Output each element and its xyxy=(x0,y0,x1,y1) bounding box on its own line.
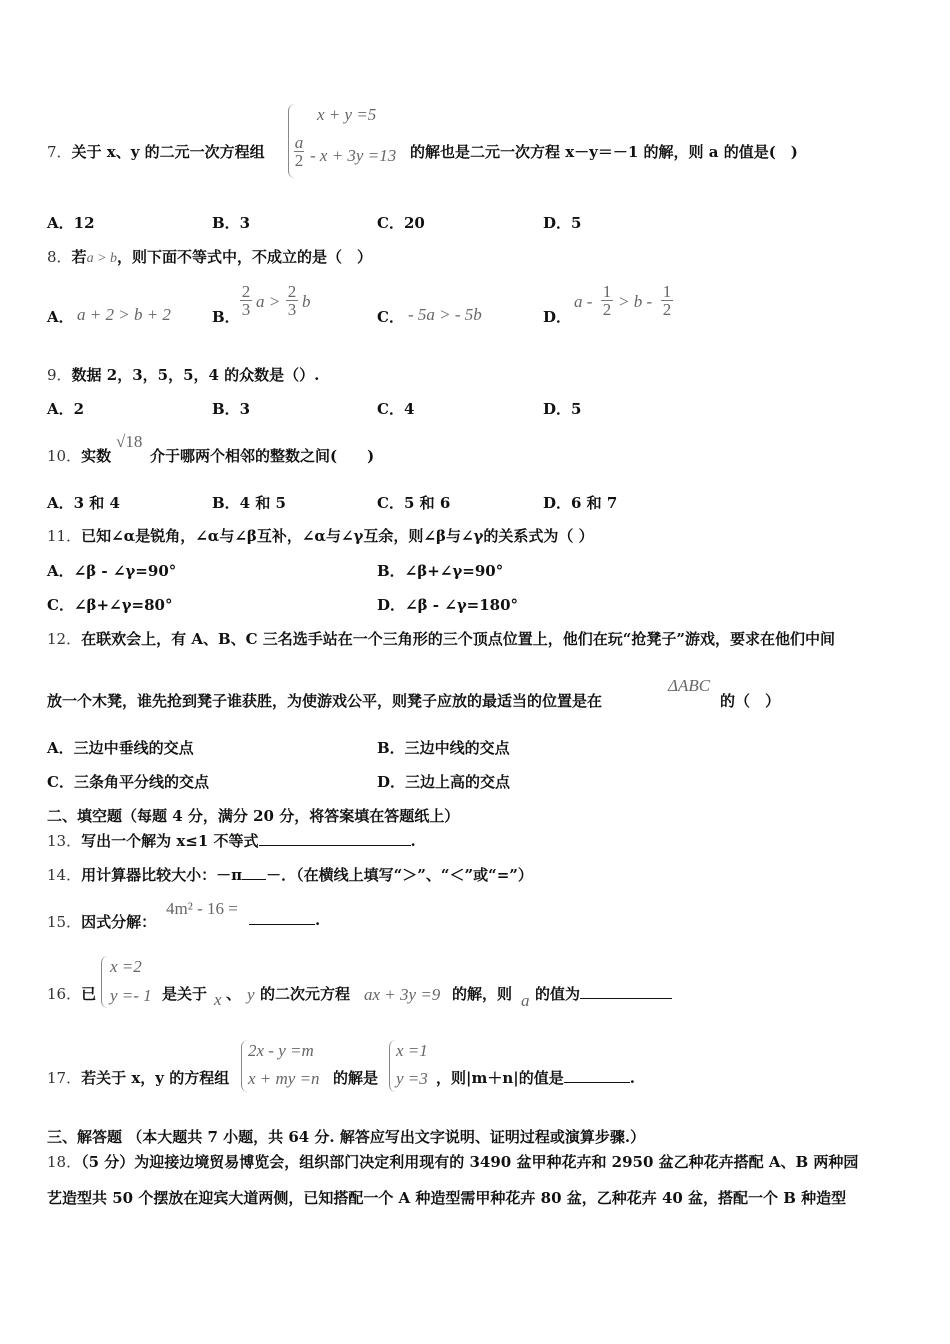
q10-suffix: 介于哪两个相邻的整数之间( ) xyxy=(150,447,375,465)
question-number: 14． xyxy=(47,866,82,884)
q17-sys1: 2x - y =m xyxy=(248,1041,314,1060)
q16-mid3: 的解，则 xyxy=(452,985,513,1003)
q16-eq2: y =- 1 xyxy=(110,986,152,1005)
option-a[interactable]: A．三边中垂线的交点 xyxy=(47,739,194,757)
q7-eq2: - x + 3y =13 xyxy=(310,146,397,165)
option-a[interactable]: A．∠β - ∠γ=90° xyxy=(47,562,177,580)
q17-sol1: x =1 xyxy=(396,1041,428,1060)
option-a[interactable]: A．3 和 4 xyxy=(47,494,120,512)
question-number: 12． xyxy=(47,630,82,648)
q7-frac: a 2 xyxy=(294,133,304,170)
question-number: 13． xyxy=(47,832,82,850)
option-d[interactable]: D．三边上高的交点 xyxy=(377,773,511,791)
question-number: 15． xyxy=(47,913,82,931)
option-d-frac2: 1 2 xyxy=(662,282,672,319)
option-c-expr[interactable]: - 5a > - 5b xyxy=(408,305,482,324)
var-a: a xyxy=(521,991,530,1010)
question-14 xyxy=(47,864,533,885)
q7-eq1: x + y =5 xyxy=(317,105,377,124)
option-a[interactable]: A．12 xyxy=(47,214,95,232)
q7-prefix: 关于 x、y 的二元一次方程组 xyxy=(71,143,265,161)
separator: 、 xyxy=(226,985,242,1003)
answer-blank[interactable] xyxy=(259,845,411,846)
q18-line1: （5 分）为迎接边境贸易博览会，组织部门决定利用现有的 3490 盆甲种花卉和 2950 盆乙种花卉搭配 A、B 两种园 xyxy=(81,1153,859,1171)
question-number: 18． xyxy=(47,1153,82,1171)
answer-blank[interactable] xyxy=(564,1082,630,1083)
option-d-label[interactable]: D． xyxy=(543,308,572,326)
period: . xyxy=(315,911,321,929)
q16-suffix: 的值为 xyxy=(535,985,581,1003)
option-c[interactable]: C．5 和 6 xyxy=(377,494,451,512)
section-3-title: 三、解答题 （本大题共 7 小题，共 64 分. 解答应写出文字说明、证明过程或演算步骤.） xyxy=(47,1128,646,1146)
answer-blank[interactable] xyxy=(242,879,266,880)
q17-sys2: x + my =n xyxy=(248,1069,320,1088)
q12-line1: 在联欢会上，有 A、B、C 三名选手站在一个三角形的三个顶点位置上，他们在玩“抢凳子”游戏，要求在他们中间 xyxy=(81,630,836,648)
brace-icon xyxy=(389,1040,396,1092)
option-c[interactable]: C．∠β+∠γ=80° xyxy=(47,596,173,614)
option-d-mid: > b - xyxy=(618,292,653,311)
var-x: x xyxy=(214,990,222,1009)
option-a[interactable]: A．2 xyxy=(47,400,85,418)
triangle-abc: ΔABC xyxy=(668,676,711,695)
q18-line2: 艺造型共 50 个摆放在迎宾大道两侧，已知搭配一个 A 种造型需甲种花卉 80 盆，乙种花卉 40 盆，搭配一个 B 种造型 xyxy=(47,1189,847,1207)
q14-text: 用计算器比较大小：－π xyxy=(81,866,243,884)
question-number: 10． xyxy=(47,447,82,465)
q12-line2-suffix: 的（ ） xyxy=(720,692,781,710)
question-number: 16． xyxy=(47,985,82,1003)
option-b-mid: a > xyxy=(256,292,281,311)
option-d-frac1: 1 2 xyxy=(602,282,612,319)
q16-mid1: 是关于 xyxy=(162,985,208,1003)
q14-after: －．（在横线上填写“＞”、“＜”或“=”） xyxy=(266,866,533,884)
option-d[interactable]: D．∠β - ∠γ=180° xyxy=(377,596,519,614)
answer-blank[interactable] xyxy=(249,924,315,925)
option-c[interactable]: C．20 xyxy=(377,214,425,232)
period: . xyxy=(629,1069,635,1087)
q16-equation: ax + 3y =9 xyxy=(364,985,441,1004)
question-number: 11． xyxy=(47,527,82,545)
option-b[interactable]: B．3 xyxy=(212,214,251,232)
q11-text: 已知∠α是锐角，∠α与∠β互补，∠α与∠γ互余，则∠β与∠γ的关系式为（ ） xyxy=(81,527,594,545)
question-13 xyxy=(47,830,416,851)
option-b[interactable]: B．4 和 5 xyxy=(212,494,286,512)
q17-mid: 的解是 xyxy=(333,1069,379,1087)
question-number: 8． xyxy=(47,248,72,266)
option-b[interactable]: B．三边中线的交点 xyxy=(377,739,510,757)
brace-icon xyxy=(241,1040,248,1092)
q12-line2-prefix: 放一个木凳，谁先抢到凳子谁获胜，为使游戏公平，则凳子应放的最适当的位置是在 xyxy=(47,692,603,710)
q8-condition: a > b xyxy=(86,251,118,266)
option-b[interactable]: B．3 xyxy=(212,400,251,418)
option-a-expr[interactable]: a + 2 > b + 2 xyxy=(77,305,171,324)
option-b-label[interactable]: B． xyxy=(212,308,240,326)
option-c-label[interactable]: C． xyxy=(377,308,404,326)
answer-blank[interactable] xyxy=(580,998,672,999)
sqrt-18: √18 xyxy=(116,432,143,451)
q8-suffix: ，则下面不等式中，不成立的是（ ） xyxy=(117,248,373,266)
option-c[interactable]: C．三条角平分线的交点 xyxy=(47,773,209,791)
brace-icon xyxy=(101,956,108,1008)
q10-prefix: 实数 xyxy=(81,447,112,465)
q16-prefix: 已 xyxy=(81,985,97,1003)
option-b[interactable]: B．∠β+∠γ=90° xyxy=(377,562,504,580)
question-number: 9． xyxy=(47,366,72,384)
period: . xyxy=(410,832,416,850)
option-c[interactable]: C．4 xyxy=(377,400,415,418)
option-b-frac1: 2 3 xyxy=(241,282,251,319)
section-2-title: 二、填空题（每题 4 分，满分 20 分，将答案填在答题纸上） xyxy=(47,807,460,825)
question-number: 17． xyxy=(47,1069,82,1087)
option-a-label[interactable]: A． xyxy=(47,308,74,326)
q15-expr: 4m² - 16 = xyxy=(166,899,238,918)
q9-text: 数据 2，3，5，5，4 的众数是（）. xyxy=(71,366,320,384)
option-d[interactable]: D．6 和 7 xyxy=(543,494,618,512)
q13-text: 写出一个解为 x≤1 不等式 xyxy=(81,832,259,850)
option-d[interactable]: D．5 xyxy=(543,400,582,418)
q16-mid2: 的二次元方程 xyxy=(260,985,351,1003)
option-b-frac2: 2 3 xyxy=(287,282,297,319)
q17-prefix: 若关于 x，y 的方程组 xyxy=(81,1069,230,1087)
var-y: y xyxy=(247,985,255,1004)
option-d-pre: a - xyxy=(574,292,593,311)
option-b-end: b xyxy=(302,292,311,311)
q8-prefix: 若 xyxy=(71,248,87,266)
q17-sol2: y =3 xyxy=(396,1069,428,1088)
option-d[interactable]: D．5 xyxy=(543,214,582,232)
q17-suffix: ，则|m＋n|的值是 xyxy=(436,1069,564,1087)
question-number: 7． xyxy=(47,143,72,161)
q7-suffix: 的解也是二元一次方程 x－y＝－1 的解，则 a 的值是( ) xyxy=(410,143,798,161)
q16-eq1: x =2 xyxy=(110,957,142,976)
q15-text: 因式分解： xyxy=(81,913,157,931)
